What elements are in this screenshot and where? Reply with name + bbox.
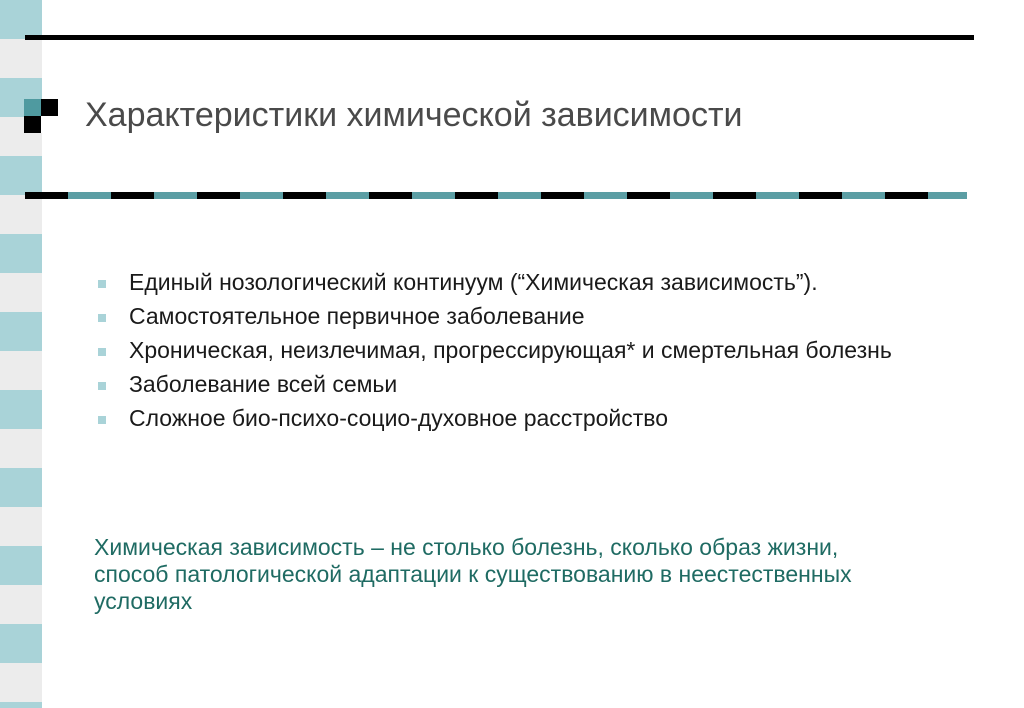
list-item-text: Самостоятельное первичное заболевание <box>129 303 585 329</box>
slide-title: Характеристики химической зависимости <box>85 96 743 134</box>
square-bullet-icon <box>98 382 106 390</box>
list-item <box>98 336 958 364</box>
square-bullet-icon <box>98 416 106 424</box>
top-rule <box>25 35 974 40</box>
square-bullet-icon <box>98 348 106 356</box>
list-item <box>98 404 958 432</box>
checker-square <box>41 99 58 116</box>
checker-square <box>41 116 58 133</box>
square-bullet-icon <box>98 280 106 288</box>
list-item-text: Единый нозологический континуум (“Химическая зависимость”). <box>129 269 818 295</box>
list-item-text: Заболевание всей семьи <box>129 371 398 397</box>
checker-squares-icon <box>24 99 58 133</box>
square-bullet-icon <box>98 314 106 322</box>
list-item <box>98 370 958 398</box>
dashed-rule <box>25 192 967 199</box>
list-item <box>98 302 958 330</box>
list-item <box>98 268 958 296</box>
checker-square <box>24 99 41 116</box>
list-item-text: Сложное био-психо-социо-духовное расстройство <box>129 405 669 431</box>
list-item-text: Хроническая, неизлечимая, прогрессирующая* и смертельная болезнь <box>129 337 892 363</box>
bullet-list <box>98 268 958 438</box>
summary-note: Химическая зависимость – не столько болезнь, сколько образ жизни, способ патологической адаптации к существованию в неестественных условиях <box>94 534 852 614</box>
checker-square <box>24 116 41 133</box>
